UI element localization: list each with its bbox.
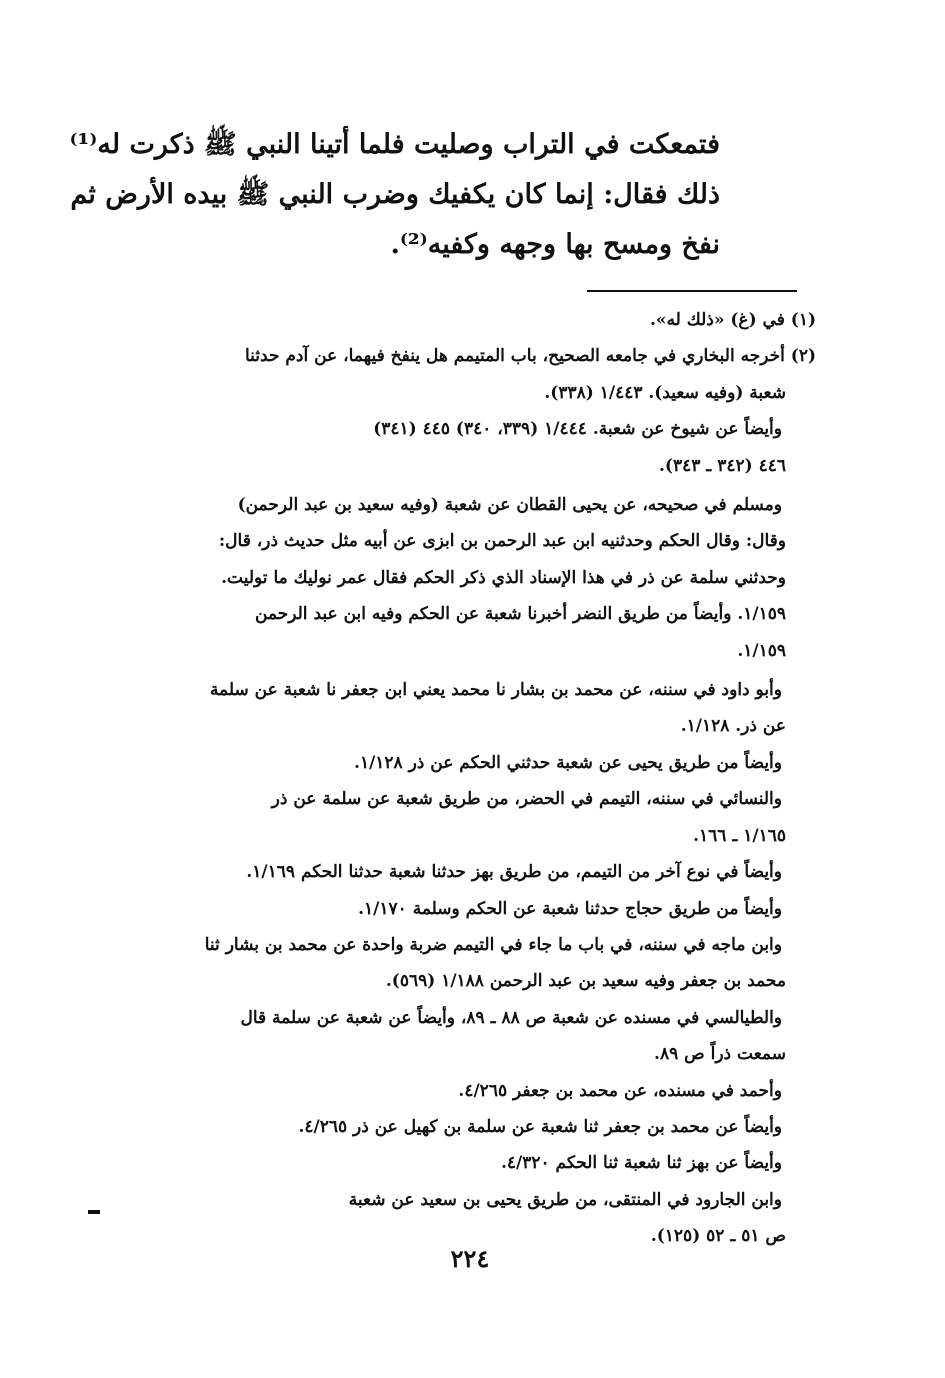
footnote-line: ١/١٦٥ ـ ١٦٦. (693, 825, 786, 846)
main-text-line: نفخ ومسح بها وجهه وكفيه⁽²⁾. (390, 229, 720, 260)
footnote-line: وأيضاً في نوع آخر من التيمم، من طريق بهز حدثنا شعبة حدثنا الحكم ١/١٦٩. (246, 862, 782, 883)
footnote-line: وأيضاً من طريق يحيى عن شعبة حدثني الحكم عن ذر ١/١٢٨. (354, 752, 782, 773)
footnote-separator (587, 290, 797, 292)
footnotes (96, 302, 816, 1255)
footnote-line: ١/١٥٩. (737, 640, 786, 661)
margin-mark (88, 1210, 100, 1214)
footnote-line: ١/١٥٩. وأيضاً من طريق النضر أخبرنا شعبة عن الحكم وفيه ابن عبد الرحمن (254, 604, 786, 625)
footnote-line: وأيضاً من طريق حجاج حدثنا شعبة عن الحكم وسلمة ١/١٧٠. (358, 898, 782, 919)
main-text-line: فتمعكت في التراب وصليت فلما أتينا النبي ﷺ ذكرت له⁽¹⁾ (69, 129, 720, 160)
footnote-line: محمد بن جعفر وفيه سعيد بن عبد الرحمن ١/١٨٨ (٥٦٩). (385, 971, 786, 992)
footnote-line: عن ذر. ١/١٢٨. (680, 716, 786, 737)
footnote-line: والنسائي في سننه، التيمم في الحضر، من طريق شعبة عن سلمة عن ذر (271, 789, 782, 810)
footnote-line: شعبة (وفيه سعيد). ١/٤٤٣ (٣٣٨). (544, 382, 786, 403)
footnote-2: (٢) أخرجه البخاري في جامعه الصحيح، باب المتيمم هل ينفخ فيهما، عن آدم حدثنا (244, 346, 816, 367)
footnote-line: والطيالسي في مسنده عن شعبة ص ٨٨ ـ ٨٩، وأيضاً عن شعبة عن سلمة قال (240, 1007, 782, 1028)
footnote-line: ٤٤٦ (٣٤٢ ـ ٣٤٣). (659, 455, 786, 476)
footnote-line: وأيضاً عن بهز ثنا شعبة ثنا الحكم ٤/٣٢٠. (500, 1153, 782, 1174)
footnote-line: وقال: وقال الحكم وحدثنيه ابن عبد الرحمن بن ابزى عن أبيه مثل حديث ذر، قال: (218, 531, 786, 552)
main-text-line: ذلك فقال: إنما كان يكفيك وضرب النبي ﷺ بيده الأرض ثم (70, 179, 720, 210)
footnote-line: وأيضاً عن محمد بن جعفر ثنا شعبة عن سلمة بن كهيل عن ذر ٤/٢٦٥. (298, 1116, 782, 1137)
footnote-line: وأبو داود في سننه، عن محمد بن بشار نا محمد يعني ابن جعفر نا شعبة عن سلمة (209, 680, 782, 701)
footnote-line: ومسلم في صحيحه، عن يحيى القطان عن شعبة (وفيه سعيد بن عبد الرحمن) (237, 495, 782, 516)
footnote-line: سمعت ذراً ص ٨٩. (654, 1044, 786, 1065)
footnote-line: وأحمد في مسنده، عن محمد بن جعفر ٤/٢٦٥. (458, 1080, 782, 1101)
footnote-line: وأيضاً عن شيوخ عن شعبة. ١/٤٤٤ (٣٣٩، ٣٤٠) ٤٤٥ (٣٤١) (373, 419, 782, 440)
page-number: ٢٢٤ (450, 1244, 490, 1273)
footnote-line: وابن ماجه في سننه، في باب ما جاء في التيمم ضربة واحدة عن محمد بن بشار ثنا (204, 934, 782, 955)
main-text (69, 120, 720, 270)
footnote-1: (١) في (غ) «ذلك له». (650, 310, 816, 330)
footnote-line: ص ٥١ ـ ٥٢ (١٢٥). (650, 1226, 786, 1247)
footnote-line: وابن الجارود في المنتقى، من طريق يحيى بن سعيد عن شعبة (348, 1189, 782, 1210)
footnote-line: وحدثني سلمة عن ذر في هذا الإسناد الذي ذكر الحكم فقال عمر نوليك ما توليت. (221, 567, 786, 588)
